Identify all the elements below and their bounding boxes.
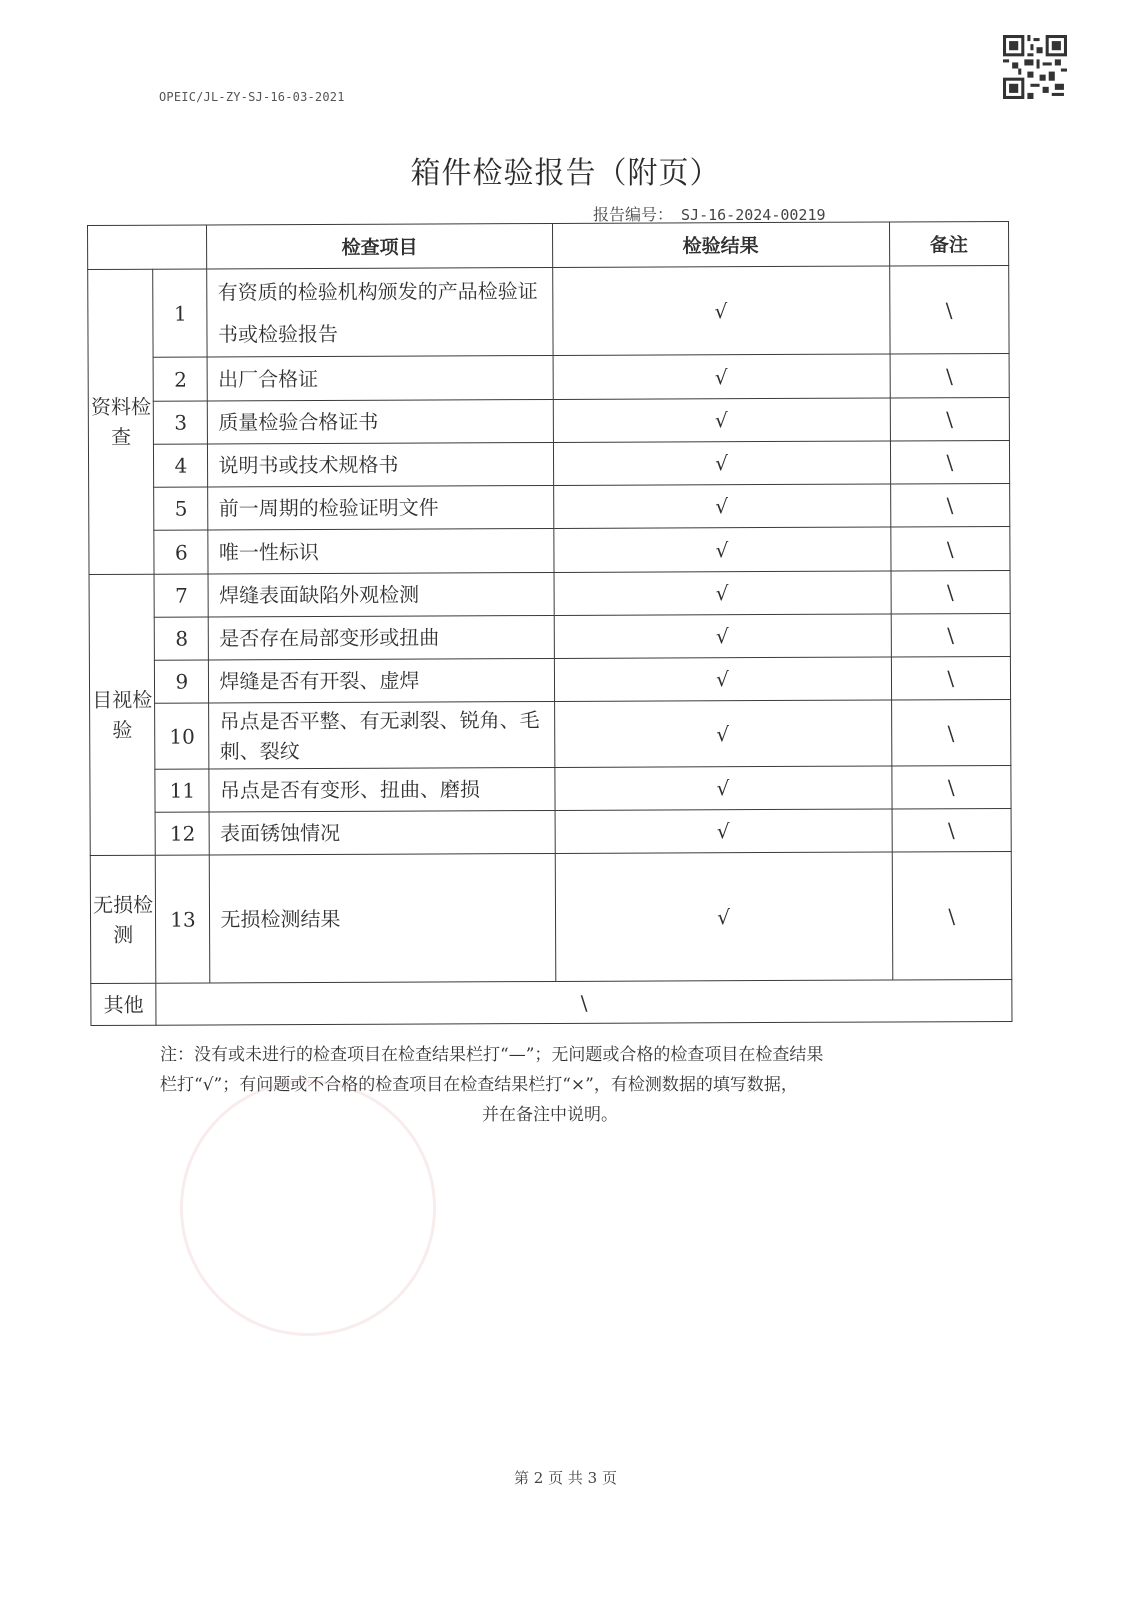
inspection-table <box>87 221 1012 1026</box>
table-row-other <box>91 979 1012 1025</box>
table-row <box>88 265 1009 357</box>
row-item: 有资质的检验机构颁发的产品检验证书或检验报告 <box>207 267 552 357</box>
row-result: √ <box>555 809 892 853</box>
table-row <box>90 699 1011 769</box>
row-number: 13 <box>156 855 211 983</box>
table-row <box>88 440 1009 487</box>
row-number: 7 <box>154 574 208 617</box>
report-number-label: 报告编号： <box>593 205 674 224</box>
other-label: 其他 <box>91 983 157 1025</box>
row-number: 5 <box>154 487 208 530</box>
table-row <box>89 526 1010 574</box>
category-cell: 资料检查 <box>88 269 155 574</box>
row-note: \ <box>889 265 1009 354</box>
table-row <box>89 570 1010 617</box>
row-result: √ <box>555 852 892 981</box>
row-number: 12 <box>155 812 209 855</box>
row-number: 10 <box>155 703 209 769</box>
row-note: \ <box>891 699 1011 766</box>
row-item: 无损检测结果 <box>210 853 556 983</box>
row-result: √ <box>554 614 891 658</box>
table-row <box>89 483 1010 530</box>
row-note: \ <box>891 656 1011 700</box>
page-title: 箱件检验报告（附页） <box>410 156 721 191</box>
row-number: 4 <box>154 444 208 487</box>
note-line: 栏打“√”；有问题或不合格的检查项目在检查结果栏打“×”，有检测数据的填写数据， <box>160 1075 798 1095</box>
table-row <box>90 765 1011 812</box>
table-row <box>90 808 1011 855</box>
row-note: \ <box>890 353 1010 398</box>
row-note: \ <box>892 808 1012 852</box>
note-line: 并在备注中说明。 <box>482 1105 618 1125</box>
row-number: 8 <box>155 617 209 660</box>
row-item: 说明书或技术规格书 <box>208 442 553 487</box>
row-note: \ <box>891 613 1011 657</box>
page-number: 第 2 页 共 3 页 <box>514 1469 617 1487</box>
header-note: 备注 <box>889 221 1009 266</box>
table-row <box>89 613 1010 660</box>
row-note: \ <box>890 440 1010 484</box>
row-number: 11 <box>155 769 209 812</box>
row-item: 吊点是否平整、有无剥裂、锐角、毛刺、裂纹 <box>209 701 554 769</box>
row-number: 3 <box>154 401 208 444</box>
row-result: √ <box>553 398 890 442</box>
row-result: √ <box>554 700 891 767</box>
row-item: 出厂合格证 <box>208 355 553 401</box>
category-cell: 无损检测 <box>90 855 156 983</box>
qr-code-icon <box>1003 35 1067 99</box>
table-row <box>88 353 1009 401</box>
table-row <box>88 397 1009 444</box>
header-item: 检查项目 <box>207 223 552 269</box>
row-number: 1 <box>153 269 207 357</box>
doc-code: OPEIC/JL-ZY-SJ-16-03-2021 <box>159 90 345 104</box>
row-result: √ <box>554 657 891 701</box>
table-row <box>90 851 1012 983</box>
row-result: √ <box>553 484 890 528</box>
row-result: √ <box>552 266 889 355</box>
header-result: 检验结果 <box>552 222 889 267</box>
table-header-row <box>88 221 1009 269</box>
row-result: √ <box>553 441 890 485</box>
header-blank-cell <box>88 225 208 270</box>
row-item: 唯一性标识 <box>208 528 553 574</box>
row-result: √ <box>554 766 891 810</box>
report-number-value: SJ-16-2024-00219 <box>681 206 826 224</box>
table-note <box>160 1040 940 1130</box>
row-number: 9 <box>155 660 209 703</box>
row-item: 是否存在局部变形或扭曲 <box>209 615 554 660</box>
row-result: √ <box>553 527 890 572</box>
other-value: \ <box>156 979 1012 1025</box>
row-result: √ <box>554 571 891 615</box>
table-row <box>89 656 1010 703</box>
note-line: 注：没有或未进行的检查项目在检查结果栏打“—”；无问题或合格的检查项目在检查结果 <box>160 1045 824 1065</box>
row-note: \ <box>890 397 1010 441</box>
row-note: \ <box>890 526 1010 571</box>
row-item: 吊点是否有变形、扭曲、磨损 <box>209 767 554 812</box>
row-item: 焊缝是否有开裂、虚焊 <box>209 658 554 703</box>
row-note: \ <box>890 483 1010 527</box>
row-note: \ <box>891 765 1011 809</box>
row-result: √ <box>553 354 890 399</box>
row-item: 质量检验合格证书 <box>208 399 553 444</box>
row-number: 6 <box>154 530 208 574</box>
row-number: 2 <box>153 357 207 401</box>
row-item: 表面锈蚀情况 <box>210 810 555 855</box>
row-item: 焊缝表面缺陷外观检测 <box>208 572 553 617</box>
category-cell: 目视检验 <box>89 574 156 855</box>
row-item: 前一周期的检验证明文件 <box>208 485 553 530</box>
row-note: \ <box>892 851 1012 980</box>
row-note: \ <box>891 570 1011 614</box>
